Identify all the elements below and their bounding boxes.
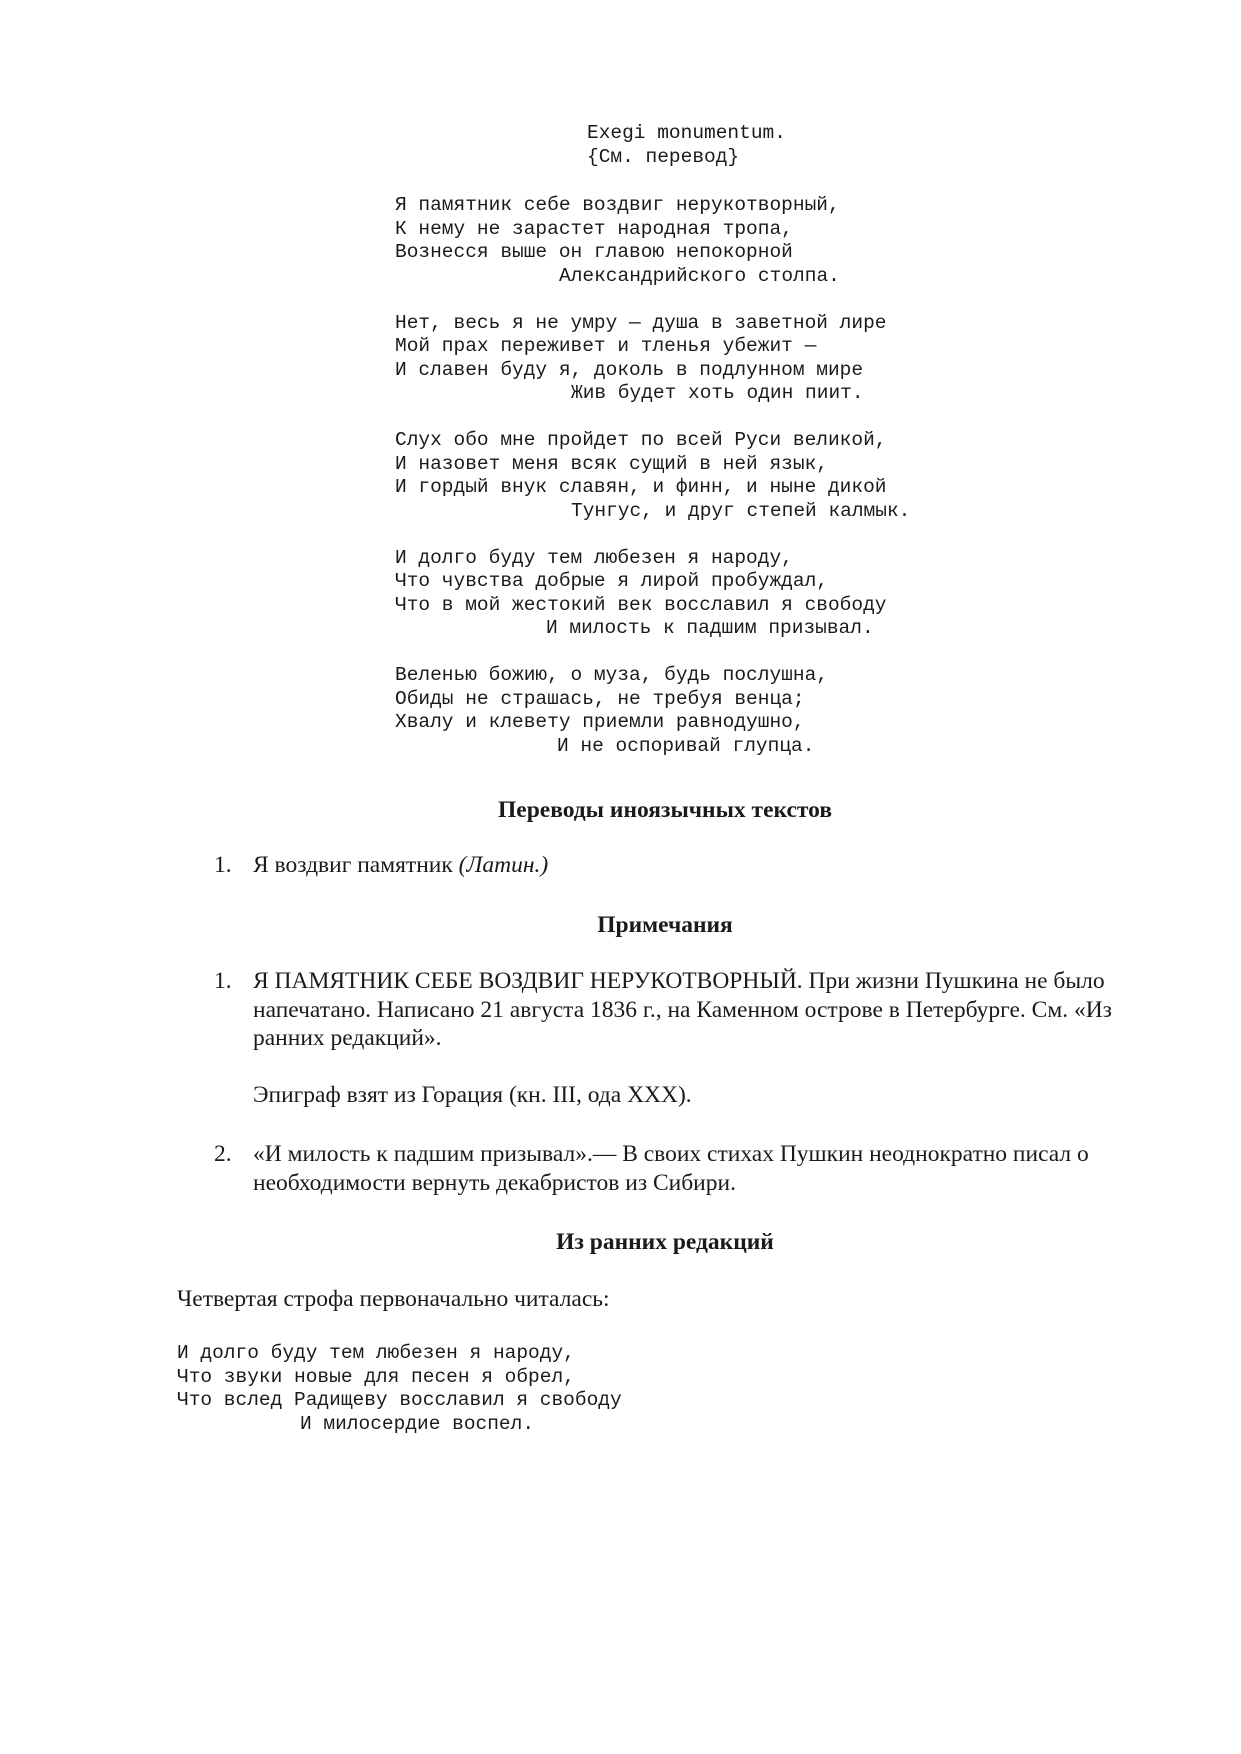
translations-heading: Переводы иноязычных текстов: [497, 797, 833, 823]
verse-line: И долго буду тем любезен я народу,: [177, 1342, 575, 1364]
verse-line: Жив будет хоть один пиит.: [571, 382, 864, 404]
early-verse: [177, 1342, 622, 1436]
verse-line: Мой прах переживет и тленья убежит —: [395, 335, 817, 357]
translations-list: [214, 851, 1144, 880]
list-number: 1.: [214, 852, 232, 878]
stanza-1: [395, 194, 910, 288]
verse-line: Веленью божию, о муза, будь послушна,: [395, 664, 828, 686]
notes-list-1: [214, 967, 1144, 1053]
stanza-2: [395, 312, 910, 406]
translation-language: (Латин.): [458, 852, 549, 878]
verse-line: И милосердие воспел.: [300, 1412, 535, 1435]
epigraph: [587, 122, 786, 169]
verse-line: И долго буду тем любезен я народу,: [395, 546, 793, 569]
early-intro: Четвертая строфа первоначально читалась:: [177, 1286, 610, 1312]
verse-line: Обиды не страшась, не требуя венца;: [395, 687, 805, 710]
verse-line: Тунгус, и друг степей калмык.: [571, 499, 911, 522]
note-epigraph-source: Эпиграф взят из Горация (кн. III, ода XXX).: [253, 1082, 692, 1108]
note-text: Я ПАМЯТНИК СЕБЕ ВОЗДВИГ НЕРУКОТВОРНЫЙ. При жизни Пушкина не было напечатано. Написано 21 августа 1836 г., на Каменном острове в Петербурге. См. «Из ранних редакций».: [253, 968, 1112, 1051]
stanza-3: [395, 429, 910, 523]
verse-line: Что чувства добрые я лирой пробуждал,: [395, 570, 828, 592]
verse-line: Вознесся выше он главою непокорной: [395, 241, 793, 263]
verse-line: К нему не зарастет народная тропа,: [395, 217, 793, 240]
verse-line: Я памятник себе воздвиг нерукотворный,: [395, 194, 840, 216]
notes-heading: Примечания: [597, 912, 733, 938]
verse-line: Александрийского столпа.: [559, 264, 840, 287]
list-item: [214, 1140, 1144, 1197]
stanza-5: [395, 664, 910, 758]
epigraph-reference-link[interactable]: {См. перевод}: [587, 145, 740, 168]
stanza-4: [395, 547, 910, 641]
verse-line: И славен буду я, доколь в подлунном мире: [395, 358, 864, 381]
verse-line: Хвалу и клевету приемли равнодушно,: [395, 711, 805, 733]
notes-list-2: [214, 1140, 1144, 1197]
list-item: [214, 967, 1144, 1053]
list-number: 2.: [214, 1141, 232, 1167]
list-item: [214, 851, 1144, 880]
note-text: «И милость к падшим призывал».— В своих стихах Пушкин неоднократно писал о необходимости вернуть декабристов из Сибири.: [253, 1141, 1089, 1196]
verse-line: Что звуки новые для песен я обрел,: [177, 1365, 575, 1388]
verse-line: Что в мой жестокий век восславил я свободу: [395, 593, 887, 616]
poem: [395, 194, 910, 782]
translation-text: Я воздвиг памятник: [253, 852, 453, 878]
list-number: 1.: [214, 968, 232, 994]
verse-line: И милость к падшим призывал.: [546, 617, 874, 639]
early-redactions-heading: Из ранних редакций: [556, 1229, 774, 1255]
verse-line: Что вслед Радищеву восславил я свободу: [177, 1389, 622, 1411]
verse-line: И гордый внук славян, и финн, и ныне дикой: [395, 476, 887, 498]
verse-line: И назовет меня всяк сущий в ней язык,: [395, 452, 828, 475]
verse-line: Слух обо мне пройдет по всей Руси великой,: [395, 429, 887, 451]
verse-line: И не оспоривай глупца.: [557, 734, 815, 757]
epigraph-line: Exegi monumentum.: [587, 122, 786, 144]
verse-line: Нет, весь я не умру — душа в заветной лире: [395, 311, 887, 334]
